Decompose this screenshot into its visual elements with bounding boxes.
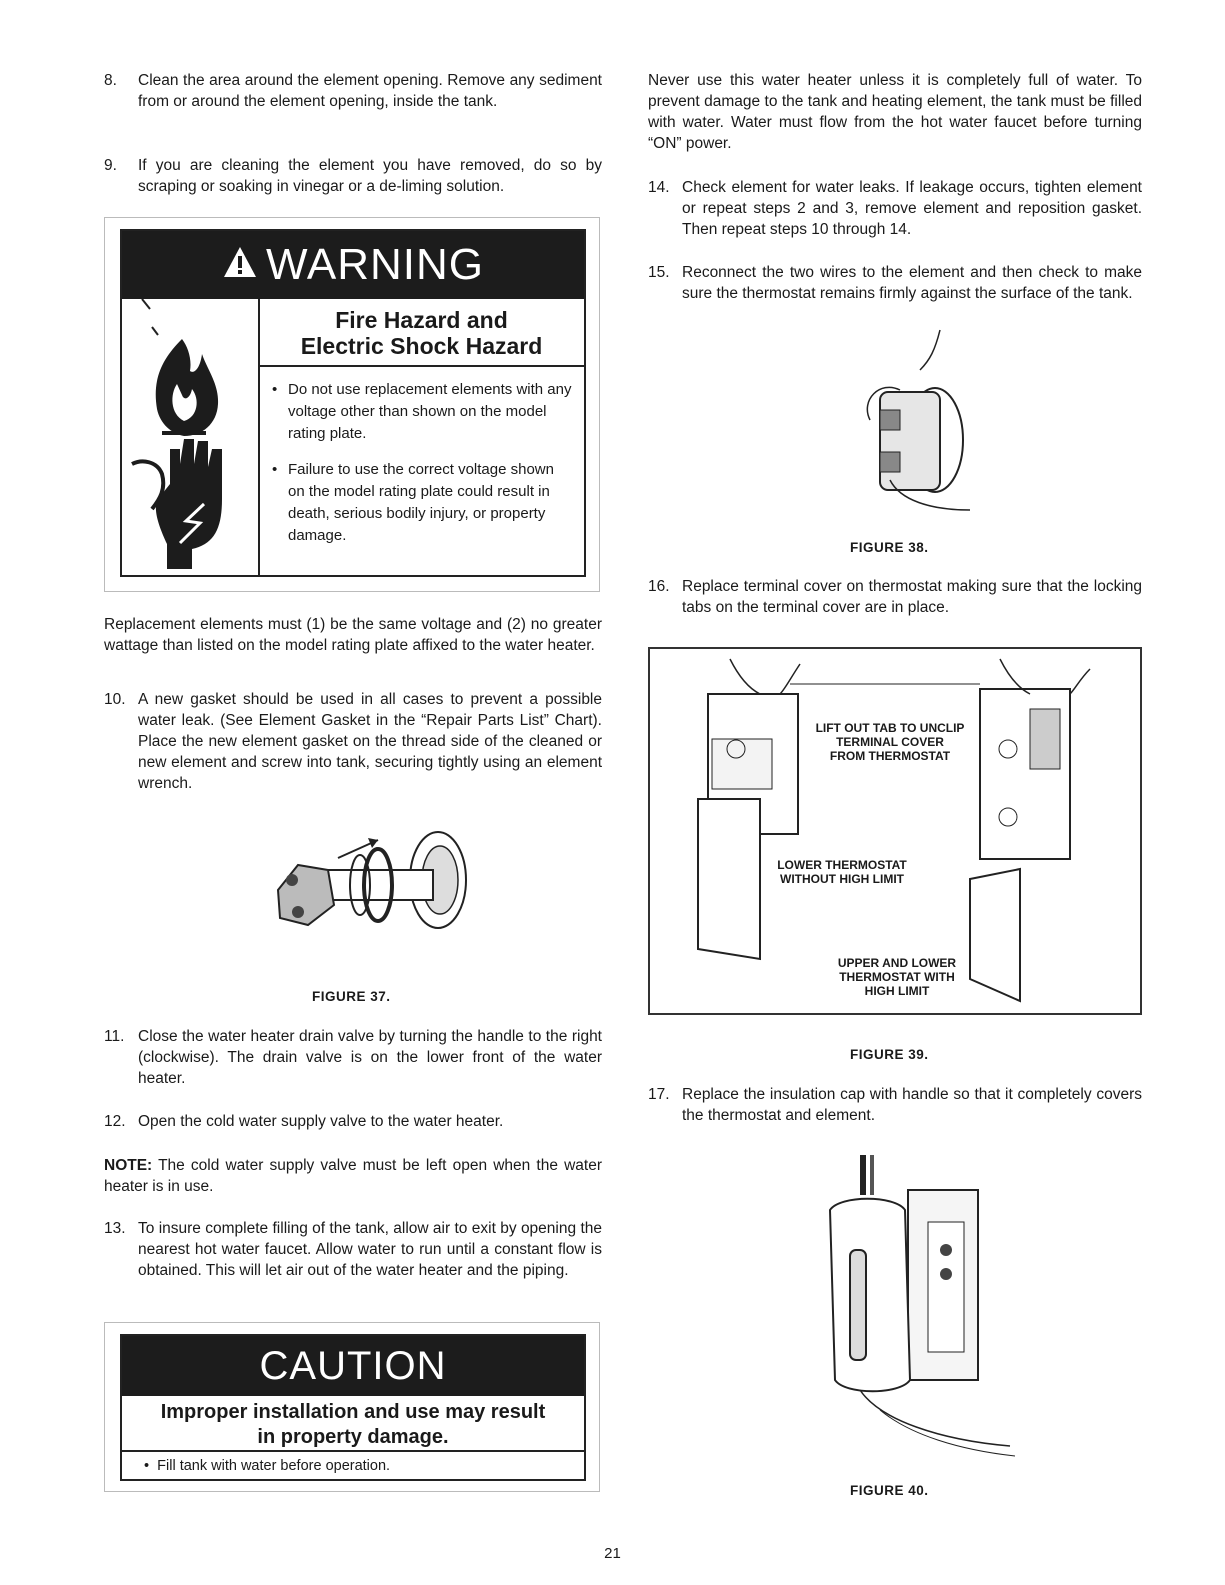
caution-item: • Fill tank with water before operation. — [144, 1458, 391, 1474]
warning-pictograms — [122, 299, 260, 575]
step-14: 14. Check element for water leaks. If leakage occurs, tighten element or repeat steps 2 and 3, remove element and reposition gasket. Then repeat steps 10 through 14. — [648, 179, 1142, 238]
figure-38-caption: FIGURE 38. — [850, 540, 929, 555]
figure-39-label-lower: LOWER THERMOSTAT WITHOUT HIGH LIMIT — [777, 858, 907, 886]
warning-banner — [122, 231, 584, 299]
step-11: 11. Close the water heater drain valve by turning the handle to the right (clockwise). The drain valve is on the lower front of the water heater. — [104, 1028, 602, 1087]
note-label: NOTE: — [104, 1157, 153, 1174]
list-item: • Do not use replacement elements with any voltage other than shown on the model rating plate. — [270, 379, 574, 445]
figure-39-label-tab: LIFT OUT TAB TO UNCLIP TERMINAL COVER FROM THERMOSTAT — [815, 721, 965, 763]
caution-box — [120, 1334, 586, 1481]
note-text: The cold water supply valve must be left open when the water heater is in use. — [104, 1157, 602, 1195]
warning-triangle-icon — [222, 240, 258, 290]
figure-37-element-illustration — [268, 830, 488, 950]
figure-37-caption: FIGURE 37. — [312, 989, 391, 1004]
figure-40-insulation-cap-illustration — [820, 1150, 1020, 1460]
warning-banner-text: WARNING — [265, 240, 485, 289]
figure-38-thermostat-illustration — [840, 330, 980, 520]
figure-39-label-upper: UPPER AND LOWER THERMOSTAT WITH HIGH LIMIT — [837, 956, 957, 998]
step-8: 8. Clean the area around the element opening. Remove any sediment from or around the element opening, inside the tank. — [104, 72, 602, 110]
warning-title: Fire Hazard and Electric Shock Hazard — [259, 299, 584, 367]
intro-paragraph: Never use this water heater unless it is completely full of water. To prevent damage to the tank and heating element, the tank must be filled with water. Water must flow from the hot water faucet before turning “ON” power. — [648, 72, 1142, 152]
replacement-paragraph: Replacement elements must (1) be the same voltage and (2) no greater wattage than listed on the model rating plate affixed to the water heater. — [104, 616, 602, 654]
step-12: 12. Open the cold water supply valve to the water heater. — [104, 1113, 504, 1130]
step-15: 15. Reconnect the two wires to the element and then check to make sure the thermostat remains firmly against the surface of the tank. — [648, 264, 1142, 302]
step-13: 13. To insure complete filling of the tank, allow air to exit by opening the nearest hot water faucet. Allow water to run until a constant flow is obtained. This will let air out of the water heater and the piping. — [104, 1220, 602, 1279]
figure-39-caption: FIGURE 39. — [850, 1047, 929, 1062]
caution-banner: CAUTION — [122, 1336, 584, 1396]
warning-list — [270, 379, 574, 561]
warning-box — [120, 229, 586, 577]
step-9: 9. If you are cleaning the element you have removed, do so by scraping or soaking in vinegar or a de-liming solution. — [104, 157, 602, 195]
electric-shock-hand-icon — [122, 299, 258, 577]
page-number: 21 — [604, 1545, 621, 1562]
list-item: • Failure to use the correct voltage shown on the model rating plate could result in death, serious bodily injury, or property damage. — [270, 459, 574, 547]
caution-title: Improper installation and use may result in property damage. — [122, 1396, 584, 1452]
step-17: 17. Replace the insulation cap with handle so that it completely covers the thermostat and element. — [648, 1086, 1142, 1124]
step-16: 16. Replace terminal cover on thermostat making sure that the locking tabs on the terminal cover are in place. — [648, 578, 1142, 616]
note-paragraph — [104, 1155, 602, 1197]
figure-40-caption: FIGURE 40. — [850, 1483, 929, 1498]
step-10: 10. A new gasket should be used in all cases to prevent a possible water leak. (See Element Gasket in the “Repair Parts List” Chart). Place the new element gasket on the thread side of the cleaned or new element and screw into tank, securing tightly using an element wrench. — [104, 691, 602, 792]
